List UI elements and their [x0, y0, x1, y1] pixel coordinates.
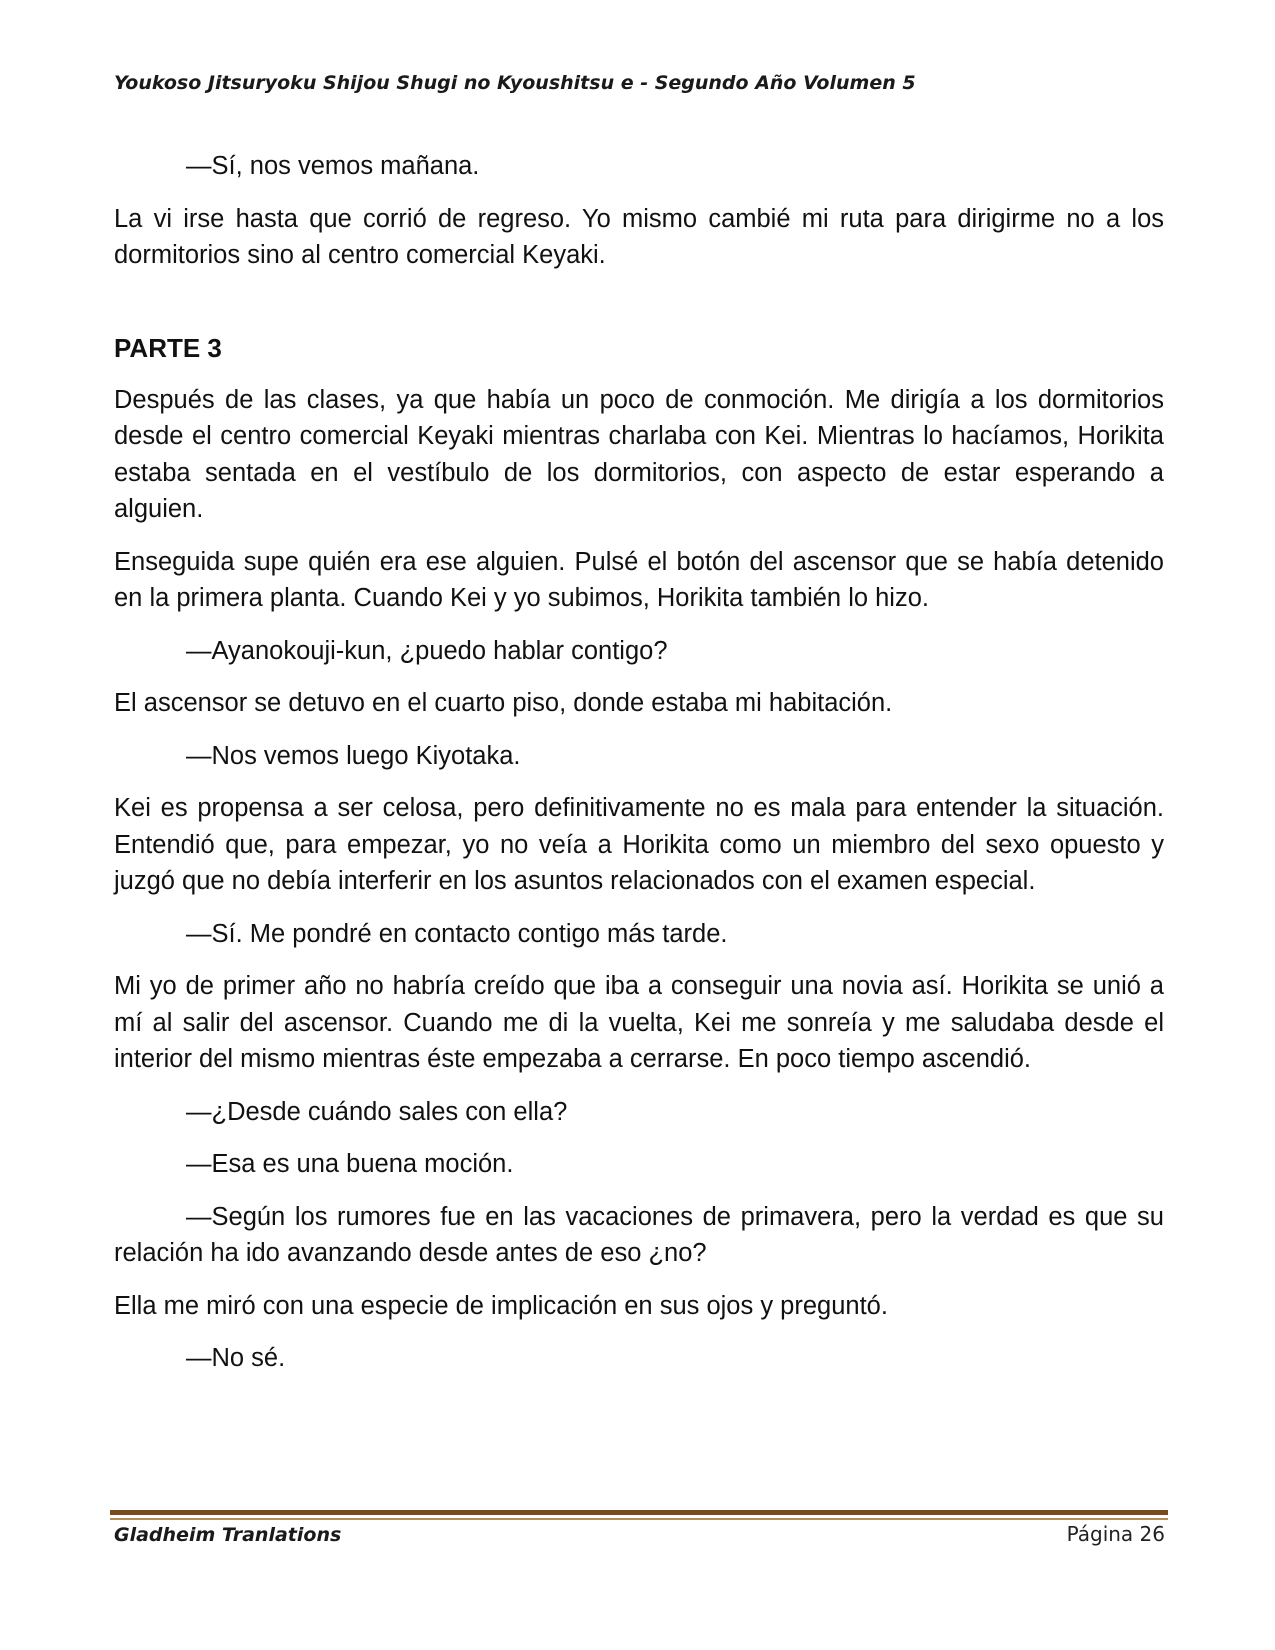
paragraph-dialogue: —¿Desde cuándo sales con ella? [186, 1097, 568, 1126]
paragraph-dialogue: —Esa es una buena moción. [186, 1150, 514, 1178]
section-heading: PARTE 3 [114, 332, 222, 363]
footer-translator: Gladheim Tranlations [114, 1524, 342, 1546]
document-body [114, 148, 1164, 1393]
paragraph: La vi irse hasta que corrió de regreso. Yo mismo cambié mi ruta para dirigirme no a los dormitorios sino al centro comercial Keyaki. [114, 204, 1164, 269]
footer-rule-thick [110, 1510, 1168, 1515]
page-header-title: Youkoso Jitsuryoku Shijou Shugi no Kyoushitsu e - Segundo Año Volumen 5 [114, 72, 916, 94]
paragraph-dialogue: —Ayanokouji-kun, ¿puedo hablar contigo? [186, 636, 668, 665]
paragraph: El ascensor se detuvo en el cuarto piso, donde estaba mi habitación. [114, 689, 893, 717]
paragraph: Kei es propensa a ser celosa, pero definitivamente no es mala para entender la situación. Entendió que, para empezar, yo no veía a Horikita como un miembro del sexo opuesto y juzgó que no debía interferir en los asuntos relacionados con el examen especial. [114, 794, 1164, 895]
paragraph: Mi yo de primer año no habría creído que iba a conseguir una novia así. Horikita se unió a mí al salir del ascensor. Cuando me di la vuelta, Kei me sonreía y me saludaba desde el interior del mismo mientras éste empezaba a cerrarse. En poco tiempo ascendió. [114, 972, 1164, 1073]
paragraph-dialogue: —Sí, nos vemos mañana. [186, 152, 480, 180]
paragraph-dialogue: —Nos vemos luego Kiyotaka. [186, 741, 521, 770]
section-spacer [114, 290, 1164, 330]
footer-rule-thin [110, 1518, 1168, 1520]
paragraph: Ella me miró con una especie de implicación en sus ojos y preguntó. [114, 1291, 888, 1320]
paragraph-dialogue: —Según los rumores fue en las vacaciones de primavera, pero la verdad es que su relación ha ido avanzando desde antes de eso ¿no? [114, 1202, 1164, 1267]
page-label: Página [1066, 1522, 1134, 1546]
page-number: 26 [1139, 1522, 1165, 1546]
paragraph-dialogue: —Sí. Me pondré en contacto contigo más tarde. [186, 919, 728, 948]
paragraph: Después de las clases, ya que había un poco de conmoción. Me dirigía a los dormitorios desde el centro comercial Keyaki mientras charlaba con Kei. Mientras lo hacíamos, Horikita estaba sentada en el vestíbulo de los dormitorios, con aspecto de estar esperando a alguien. [114, 385, 1164, 523]
paragraph: Enseguida supe quién era ese alguien. Pulsé el botón del ascensor que se había detenido en la primera planta. Cuando Kei y yo subimos, Horikita también lo hizo. [114, 547, 1164, 612]
footer-page-indicator [1067, 1522, 1165, 1546]
paragraph-dialogue: —No sé. [186, 1344, 286, 1372]
